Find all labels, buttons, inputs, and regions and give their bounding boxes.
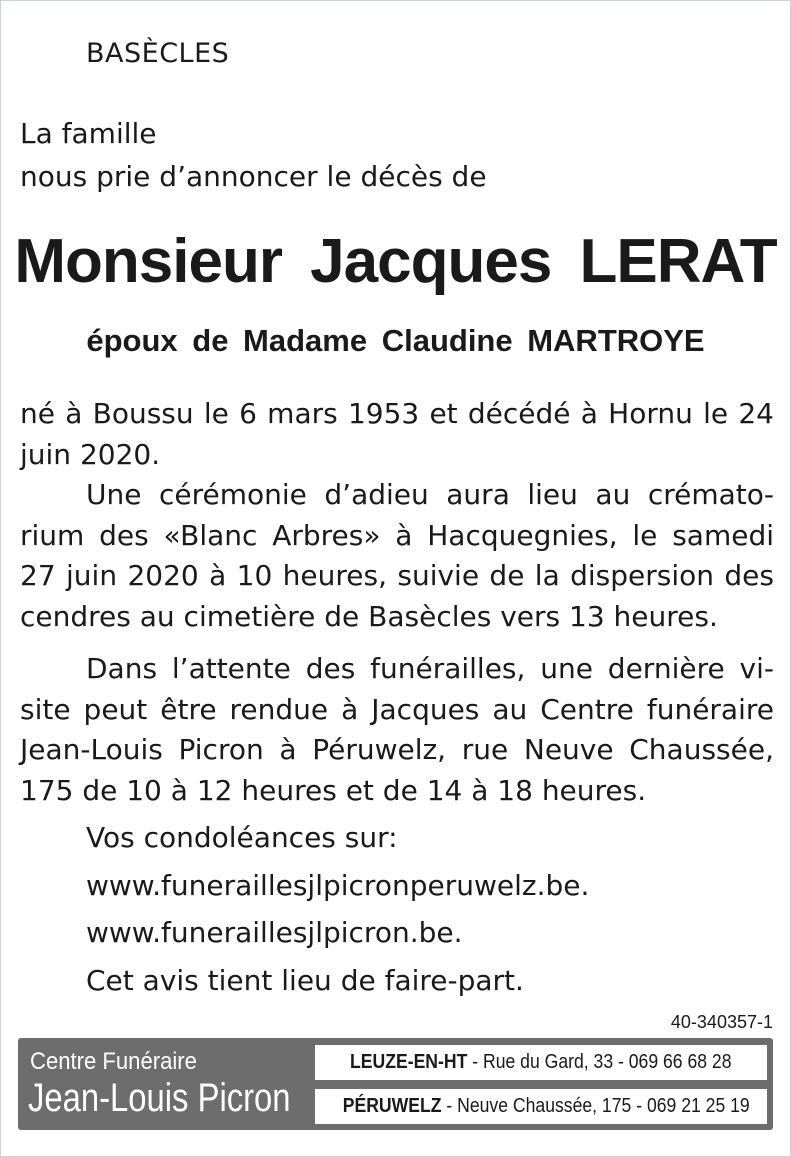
deceased-name: Monsieur Jacques LERAT — [14, 227, 777, 296]
visit-paragraph: Dans l’attente des funérailles, une dernière visite peut être rendue à Jacques au Centre funéraire Jean-Louis Picron à Péruwelz, rue Neuve Chaussée, 175 de 10 à 12 heures et de 14 à 18 heures. — [20, 652, 774, 807]
intro-line-2: nous prie d’annoncer le décès de — [20, 160, 487, 193]
locality-heading: BASÈCLES — [86, 38, 230, 69]
address-details-peruwelz: - Neuve Chaussée, 175 - 069 21 25 19 — [441, 1095, 750, 1117]
address-town-leuze: LEUZE-EN-HT — [350, 1051, 468, 1073]
intro-text — [20, 112, 487, 198]
ceremony-paragraph: Une cérémonie d’adieu aura lieu au crématorium des «Blanc Arbres» à Hacquegnies, le samedi 27 juin 2020 à 10 heures, suivie de la dispersion des cendres au cimetière de Basècles vers 13 heures. — [20, 478, 774, 633]
funeral-home-name: Jean-Louis Picron — [28, 1076, 291, 1120]
funeral-home-banner — [18, 1038, 773, 1130]
address-box-leuze — [315, 1045, 767, 1080]
address-box-peruwelz — [315, 1089, 767, 1124]
address-town-peruwelz: PÉRUWELZ — [342, 1095, 442, 1117]
spouse-line: époux de Madame Claudine MARTROYE — [86, 323, 705, 358]
announcement-body — [20, 394, 774, 1001]
intro-line-1: La famille — [20, 117, 157, 150]
condolences-line: Vos condoléances sur: — [86, 821, 398, 854]
reference-number: 40-340357-1 — [670, 1012, 773, 1032]
website-link-2[interactable]: www.funeraillesjlpicron.be. — [86, 916, 463, 949]
closing-line: Cet avis tient lieu de faire-part. — [86, 963, 524, 997]
website-link-1[interactable]: www.funeraillesjlpicronperuwelz.be. — [86, 868, 590, 902]
funeral-home-label: Centre Funéraire — [30, 1048, 197, 1075]
address-details-leuze: - Rue du Gard, 33 - 069 66 68 28 — [467, 1051, 732, 1073]
birth-death-paragraph: né à Boussu le 6 mars 1953 et décédé à Hornu le 24 juin 2020. — [20, 397, 774, 471]
